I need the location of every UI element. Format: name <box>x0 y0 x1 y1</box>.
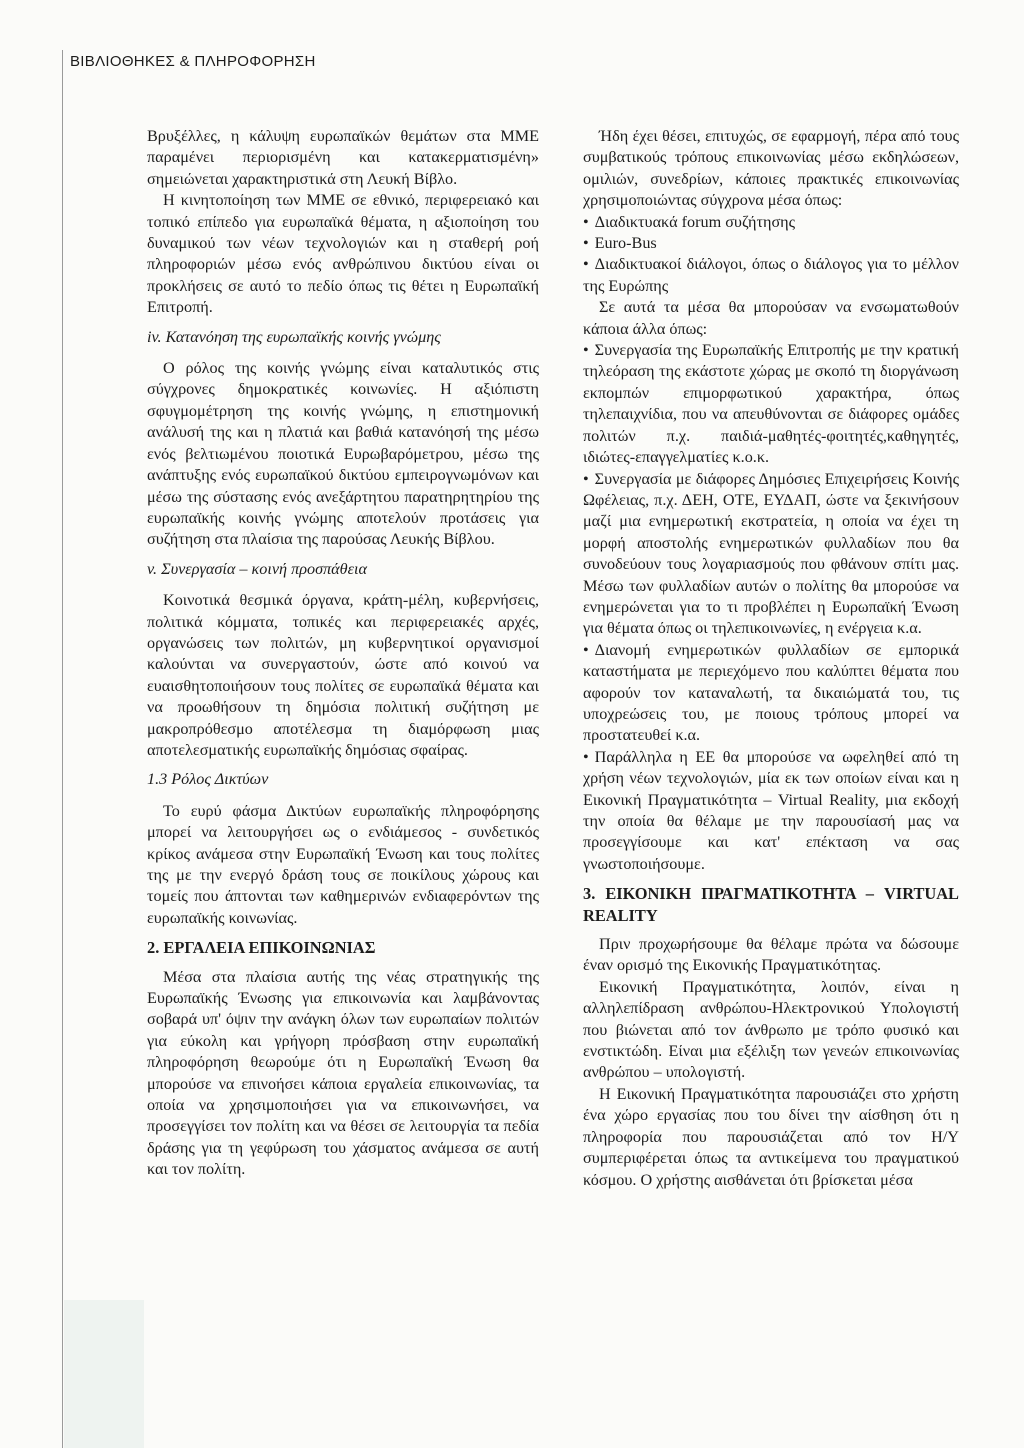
bullet-icon: • <box>583 747 589 766</box>
paragraph: Πριν προχωρήσουμε θα θέλαμε πρώτα να δώσουμε έναν ορισμό της Εικονικής Πραγματικότητας. <box>583 935 959 975</box>
bullet-list-1 <box>583 212 959 298</box>
running-header: ΒΙΒΛΙΟΘΗΚΕΣ & ΠΛΗΡΟΦΟΡΗΣΗ <box>70 53 316 70</box>
bullet-icon: • <box>583 469 589 488</box>
paragraph: Το ευρύ φάσμα Δικτύων ευρωπαϊκής πληροφόρησης μπορεί να λειτουργήσει ως ο ενδιάμεσος - συνδετικός κρίκος ανάμεσα στην Ευρωπαϊκή Ένωση και τους πολίτες της με την ενεργό δράση τους σε ποικίλους χώρους και τομείς που άπτονται των καθημερινών ενδιαφερόντων της ευρωπαϊκής κοινωνίας. <box>147 801 539 927</box>
subheading-1-3: 1.3 Ρόλος Δικτύων <box>147 770 269 789</box>
paragraph: Βρυξέλλες, η κάλυψη ευρωπαϊκών θεμάτων στα ΜΜΕ παραμένει περιορισμένη και κατακερματισμένη» σημειώνεται χαρακτηριστικά στη Λευκή Βίβλο. <box>147 127 539 188</box>
paragraph: Ήδη έχει θέσει, επιτυχώς, σε εφαρμογή, πέρα από τους συμβατικούς τρόπους επικοινωνίας μέσω εκδηλώσεων, ομιλιών, συνεδρίων, κάποιες πρακτικές επικοινωνίας χρησιμοποιώντας σύγχρονα μέσα όπως: <box>583 127 959 210</box>
paragraph: Η κινητοποίηση των ΜΜΕ σε εθνικό, περιφερειακό και τοπικό επίπεδο για ευρωπαϊκά θέματα, η αξιοποίηση του δυναμικού των νέων τεχνολογιών και η σταθερή ροή πληροφοριών μέσω ενός ανθρώπινου δικτύου είναι οι προκλήσεις σε αυτό το πεδίο όπως τις θέτει η Ευρωπαϊκή Επιτροπή. <box>147 191 539 317</box>
bullet-icon: • <box>583 255 589 274</box>
corner-shade <box>64 1300 144 1448</box>
right-column <box>583 126 959 1191</box>
paragraph: Σε αυτά τα μέσα θα μπορούσαν να ενσωματωθούν κάποια άλλα όπως: <box>583 298 959 338</box>
bullet-icon: • <box>583 234 589 253</box>
list-item: • Συνεργασία της Ευρωπαϊκής Επιτροπής με την κρατική τηλεόραση της εκάστοτε χώρας με σκοπό τη διοργάνωση εκπομπών επιμορφωτικού χαρακτήρα, όπως τηλεπαιχνίδια, που να απευθύνονται σε διάφορες ομάδες πολιτών π.χ. παιδιά-μαθητές-φοιτητές,καθηγητές, ιδιώτες-επαγγελματίες κ.ο.κ. <box>583 341 959 467</box>
paragraph: Μέσα στα πλαίσια αυτής της νέας στρατηγικής της Ευρωπαϊκής Ένωσης για επικοινωνία και λαμβάνοντας σοβαρά υπ' όψιν την ανάγκη όλων των ευρωπαίων πολιτών για εύκολη και γρήγορη πρόσβαση στην ευρωπαϊκή πληροφόρηση θεωρούμε ότι η Ευρωπαϊκή Ένωση θα μπορούσε να επινοήσει κάποια εργαλεία επικοινωνίας, τα οποία να χρησιμοποιήσει για να επικοινωνήσει, να προσεγγίσει τον πολίτη και να θέσει σε λειτουργία τα πεδία δράσης για τη γεφύρωση του χάσματος ανάμεσα σε αυτή και τον πολίτη. <box>147 967 539 1179</box>
paragraph: Ο ρόλος της κοινής γνώμης είναι καταλυτικός στις σύγχρονες δημοκρατικές κοινωνίες. Η αξιόπιστη σφυγμομέτρηση της κοινής γνώμης, η επιστημονική ανάλυσή της και η πλατιά και βαθιά κατανόησή της μέσω ενός βελτιωμένου ποιοτικά Ευρωβαρόμετρου, μέσω της ανάπτυξης ενός ευρωπαϊκού δικτύου εμπειρογνωμόνων και μέσω της σύστασης ενός ανεξάρτητου παρατηρητηρίου της ευρωπαϊκής κοινής γνώμης αποτελούν προτάσεις για συζήτηση στα πλαίσια της παρούσας Λευκής Βίβλου. <box>147 359 539 549</box>
list-item: • Euro-Bus <box>583 234 657 253</box>
list-item: • Παράλληλα η ΕΕ θα μπορούσε να ωφεληθεί από τη χρήση νέων τεχνολογιών, μία εκ των οποίων είναι και η Εικονική Πραγματικότητα – Virtual Reality, μια εκδοχή την οποία θα θέλαμε με την παρουσίασή μας να προσεγγίσουμε και κατ' επέκταση να σας γνωστοποιήσουμε. <box>583 747 959 873</box>
bullet-icon: • <box>583 341 589 360</box>
bullet-list-2 <box>583 340 959 875</box>
list-item: • Διανομή ενημερωτικών φυλλαδίων σε εμπορικά καταστήματα με περιεχόμενο που καλύπτει θέματα που αφορούν τον καταναλωτή, τα δικαιώματά του, τις υποχρεώσεις του, με ποιους τρόπους μπορεί να προστατευθεί κ.α. <box>583 640 959 745</box>
left-column <box>147 126 539 1181</box>
paragraph: Η Εικονική Πραγματικότητα παρουσιάζει στο χρήστη ένα χώρο εργασίας που του δίνει την αίσθηση ότι η πληροφορία που παρουσιάζεται από τον Η/Υ συμπεριφέρεται όπως τα αντικείμενα του πραγματικού κόσμου. Ο χρήστης αισθάνεται ότι βρίσκεται μέσα <box>583 1084 959 1189</box>
bullet-icon: • <box>583 212 589 231</box>
section-title-2: 2. ΕΡΓΑΛΕΙΑ ΕΠΙΚΟΙΝΩΝΙΑΣ <box>147 938 376 958</box>
bullet-icon: • <box>583 640 589 659</box>
paragraph: Εικονική Πραγματικότητα, λοιπόν, είναι η αλληλεπίδραση ανθρώπου-Ηλεκτρονικού Υπολογιστή που βιώνεται από τον άνθρωπο με τρόπο φυσικό και ενστικτώδη. Είναι μια εξέλιξη των γενεών επικοινωνίας ανθρώπου – υπολογιστή. <box>583 977 959 1082</box>
list-item: • Συνεργασία με διάφορες Δημόσιες Επιχειρήσεις Κοινής Ωφέλειας, π.χ. ΔΕΗ, ΟΤΕ, ΕΥΔΑΠ, ώστε να ξεκινήσουν μαζί μια ενημερωτική εκστρατεία, η οποία να έχει τη μορφή αποστολής ενημερωτικών φυλλαδίων που θα συνοδεύουν τους λογαριασμούς που φθάνουν σπίτι μας. Μέσω των φυλλαδίων αυτών ο πολίτης θα μπορούσε να ενημερώνεται για το τι προβλέπει η Ευρωπαϊκή Ένωση για θέματα όπως οι τηλεπικοινωνίες, η ενέργεια κ.α. <box>583 469 959 638</box>
subheading-iv: iv. Κατανόηση της ευρωπαϊκής κοινής γνώμης <box>147 327 441 346</box>
list-item: • Διαδικτυακοί διάλογοι, όπως ο διάλογος για το μέλλον της Ευρώπης <box>583 255 959 295</box>
margin-rule <box>62 50 63 1448</box>
section-title-3: 3. ΕΙΚΟΝΙΚΗ ΠΡΑΓΜΑΤΙΚΟΤΗΤΑ – VIRTUAL REALITY <box>583 884 959 925</box>
list-item: • Διαδικτυακά forum συζήτησης <box>583 212 796 231</box>
paragraph: Κοινοτικά θεσμικά όργανα, κράτη-μέλη, κυβερνήσεις, πολιτικά κόμματα, τοπικές και περιφερειακές αρχές, οργανώσεις των πολιτών, μη κυβερνητικοί οργανισμοί καλούνται να συνεργαστούν, ώστε από κοινού να ευαισθητοποιήσουν τους πολίτες σε ευρωπαϊκά θέματα και να προωθήσουν τη δημόσια πολιτική συζήτηση με μακροπρόθεσμο αποτέλεσμα τη διαμόρφωση μιας αποτελεσματικής ευρωπαϊκής δημόσιας σφαίρας. <box>147 591 539 759</box>
subheading-v: v. Συνεργασία – κοινή προσπάθεια <box>147 559 368 578</box>
